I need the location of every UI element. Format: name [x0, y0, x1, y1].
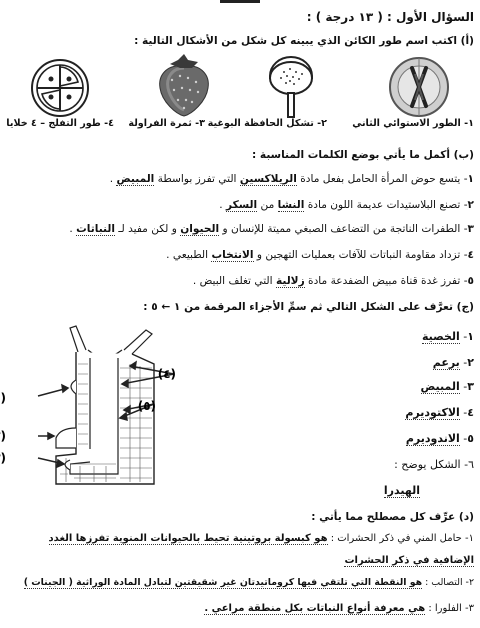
part-name-4: ٤- الاكتوديرم [405, 406, 474, 419]
label-3: ( [0, 451, 6, 465]
part-name-1: ١- الخصية [421, 330, 474, 343]
label-4: (٤) [157, 367, 176, 381]
part-c-title: (ج) تعرَّف على الشكل التالي ثم سمِّ الأجزاء المرقمة من ١ ← ٥ : [143, 301, 474, 313]
part-d-item-2: ٢- التصالب : هو النقطة التي تلتقي فيها كروماتيدتان غير شقيقتين لتبادل المادة الوراثية ( الجينات ) [23, 577, 474, 588]
label-1: ( [0, 391, 6, 405]
question-title: السؤال الأول : ( ١٣ درجة ) : [306, 10, 474, 24]
four-cell-cleavage-icon [30, 58, 90, 118]
caption-3: ٣- ثمرة الفراولة [128, 118, 205, 129]
part-a-instruction: (أ) اكتب اسم طور الكائن الذي يبينه كل شكل من الأشكال التالية : [134, 35, 474, 47]
figures-row [0, 52, 480, 118]
part-d-title: (د) عرِّف كل مصطلح مما يأتي : [311, 511, 474, 523]
label-2: ( [0, 429, 6, 443]
part-name-3: ٣- المبيض [420, 380, 474, 393]
part-b-item-3: ٣- الطفرات الناتجة من التضاعف الصبغي مميتة للإنسان و الحيوان و لكن مفيد لـ النباتات . [69, 223, 474, 235]
spore-capsule-icon [266, 56, 316, 120]
top-cropped-marks [218, 0, 262, 4]
strawberry-icon [152, 52, 216, 118]
part-name-2: ٢- برعم [432, 356, 474, 369]
part-b-item-2: ٢- تصنع البلاستيدات عديمة اللون مادة النشا من السكر . [219, 199, 474, 211]
part-d-item-3: ٣- الفلورا : هي معرفة أنواع النباتات بكل منطقة مراعي . [204, 603, 474, 614]
chromosome-cell-icon [388, 56, 450, 118]
part-name-5: ٥- الاندوديرم [405, 432, 474, 445]
part-b-item-1: ١- يتسع حوض المرأة الحامل بفعل مادة الريلاكسين التي تفرز بواسطة المبيض . [109, 173, 474, 185]
part-d-item-1: ١- حامل المني في ذكر الحشرات : هو كبسولة بروتينية تحيط بالحيوانات المنوية تفرزها الغدد [48, 533, 474, 544]
part-d-item-1-cont: الإضافية في ذكر الحشرات [344, 555, 474, 566]
label-5: (٥) [137, 399, 156, 413]
question-6: ٦- الشكل يوضح : [394, 458, 474, 471]
figure-captions [0, 118, 480, 134]
part-b-item-4: ٤- تزداد مقاومة النباتات للآفات بعمليات التهجين و الانتخاب الطبيعي . [166, 249, 474, 261]
part-b-title: (ب) أكمل ما يأتي بوضع الكلمات المناسبة : [251, 149, 474, 161]
caption-2: ٢- تشكل الحافظة البوغية [207, 118, 327, 129]
part-b-item-5: ٥- تفرز غدة قناة مبيض الضفدعة مادة زلالية التي تغلف البيض . [192, 275, 474, 287]
caption-1: ١- الطور الاستوائي الثاني [352, 118, 474, 129]
question-6-answer: الهيدرا [383, 484, 420, 497]
hydra-diagram [0, 324, 214, 499]
caption-4: ٤- طور التفلج – ٤ خلايا [6, 118, 114, 129]
